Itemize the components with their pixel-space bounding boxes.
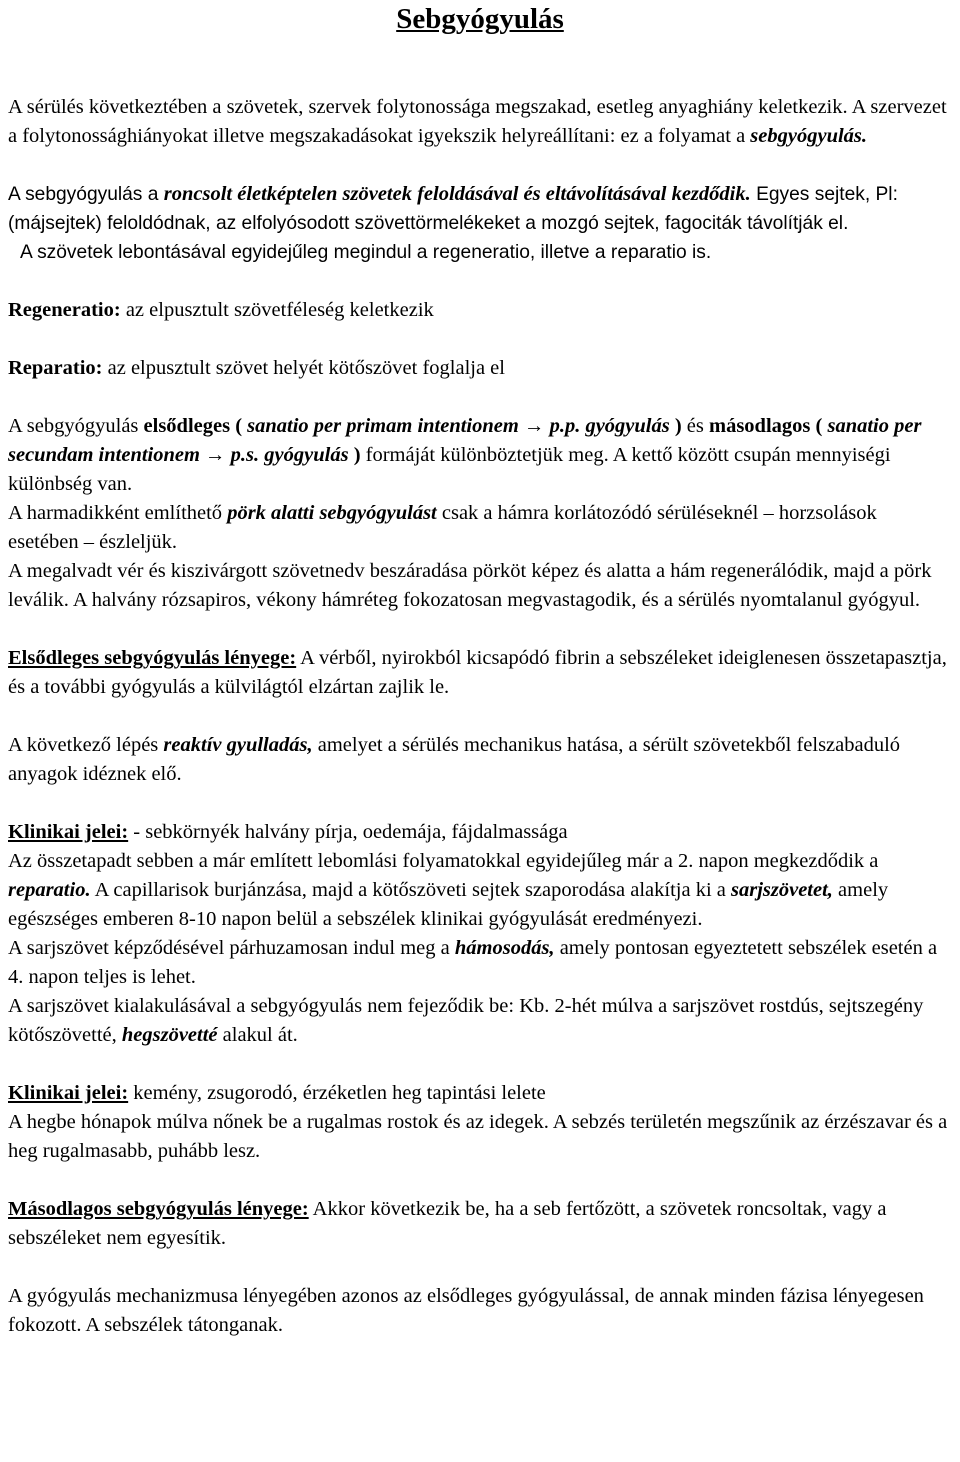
term-regeneratio: Regeneratio: [8, 299, 121, 321]
paragraph-hegszovet: A sarjszövet kialakulásával a sebgyógyulás nem fejeződik be: Kb. 2-hét múlva a sarjszövet rostdús, sejtszegény kötőszövetté, hegszövetté alakul át. [8, 995, 924, 1046]
paragraph-secondary-essence: Másodlagos sebgyógyulás lényege: Akkor következik be, ha a seb fertőzött, a szövetek roncsoltak, vagy a sebszéleket nem egyesítik. [8, 1198, 887, 1249]
paragraph-reparatio: Reparatio: az elpusztult szövet helyét kötőszövet foglalja el [8, 357, 505, 379]
heading-secondary-essence: Másodlagos sebgyógyulás lényege: [8, 1198, 309, 1220]
paragraph-regen-start: A szövetek lebontásával egyidejűleg megindul a regeneratio, illetve a reparatio is. [20, 242, 712, 263]
term-reparatio: Reparatio: [8, 357, 103, 379]
heading-primary-essence: Elsődleges sebgyógyulás lényege: [8, 647, 297, 669]
paragraph-pork-detail: A megalvadt vér és kiszivárgott szövetnedv beszáradása pörköt képez és alatta a hám regenerálódik, majd a pörk leválik. A halvány rózsapiros, vékony hámréteg fokozatosan megvastagodik, és a sérülés nyomtalanul gyógyul. [8, 560, 932, 611]
heading-clinical-signs-2: Klinikai jelei: [8, 1082, 129, 1104]
paragraph-regeneratio: Regeneratio: az elpusztult szövetféleség keletkezik [8, 299, 434, 321]
paragraph-reparatio-detail: Az összetapadt sebben a már említett lebomlási folyamatokkal egyidejűleg már a 2. napon megkezdődik a reparatio. A capillarisok burjánzása, majd a kötőszöveti sejtek szaporodása alakítja ki a sarjszövetet, amely egészséges emberen 8-10 napon belül a sebszélek klinikai gyógyulását eredményezi. [8, 850, 889, 930]
heading-clinical-signs-1: Klinikai jelei: [8, 821, 129, 843]
page-title [8, 0, 952, 36]
term-pork-alatti: pörk alatti sebgyógyulást [227, 502, 437, 524]
paragraph-clinical-signs-1: Klinikai jelei: - sebkörnyék halvány pírja, oedemája, fájdalmassága [8, 821, 568, 843]
paragraph-types: A sebgyógyulás elsődleges ( sanatio per primam intentionem → p.p. gyógyulás ) és másodlagos ( sanatio per secundam intentionem → p.s. gyógyulás ) formáját különböztetjük meg. A kettő között csupán mennyiségi különbség van. [8, 415, 922, 495]
paragraph-clinical-signs-2: Klinikai jelei: kemény, zsugorodó, érzéketlen heg tapintási lelete [8, 1082, 546, 1104]
paragraph-hamosodas: A sarjszövet képződésével párhuzamosan indul meg a hámosodás, amely pontosan egyeztetett sebszélek esetén a 4. napon teljes is lehet. [8, 937, 938, 988]
paragraph-inflammation: A következő lépés reaktív gyulladás, amelyet a sérülés mechanikus hatása, a sérült szövetekből felszabaduló anyagok idéznek elő. [8, 734, 901, 785]
paragraph-mechanism: A gyógyulás mechanizmusa lényegében azonos az elsődleges gyógyulással, de annak minden fázisa lényegesen fokozott. A sebszélek tátonganak. [8, 1285, 924, 1336]
term-reaktiv-gyulladas: reaktív gyulladás, [163, 734, 313, 756]
paragraph-pork: A harmadikként említhető pörk alatti sebgyógyulást csak a hámra korlátozódó sérüléseknél – horzsolások esetében – észleljük. [8, 502, 877, 553]
paragraph-primary-essence: Elsődleges sebgyógyulás lényege: A vérből, nyirokból kicsapódó fibrin a sebszéleket ideiglenesen összetapasztja, és a további gyógyulás a külvilágtól elzártan zajlik le. [8, 647, 947, 698]
paragraph-intro: A sérülés következtében a szövetek, szervek folytonossága megszakad, esetleg anyaghiány keletkezik. A szervezet a folytonossághiányokat illetve megszakadásokat igyekszik helyreállítani: ez a folyamat a sebgyógyulás. [8, 96, 947, 147]
paragraph-heg-detail: A hegbe hónapok múlva nőnek be a rugalmas rostok és az idegek. A sebzés területén megszűnik az érzészavar és a heg rugalmasabb, puhább lesz. [8, 1111, 948, 1162]
page-title-text: Sebgyógyulás [396, 3, 564, 35]
paragraph-start: A sebgyógyulás a roncsolt életképtelen szövetek feloldásával és eltávolításával kezdődik. Egyes sejtek, Pl: (májsejtek) feloldódnak, az elfolyósodott szövettörmelékeket a mozgó sejtek, fagociták távolítják el. [8, 183, 898, 234]
term-sebgyogyulas: sebgyógyulás. [750, 125, 868, 147]
term-roncsolt: roncsolt életképtelen szövetek feloldásával és eltávolításával kezdődik. [163, 183, 751, 205]
